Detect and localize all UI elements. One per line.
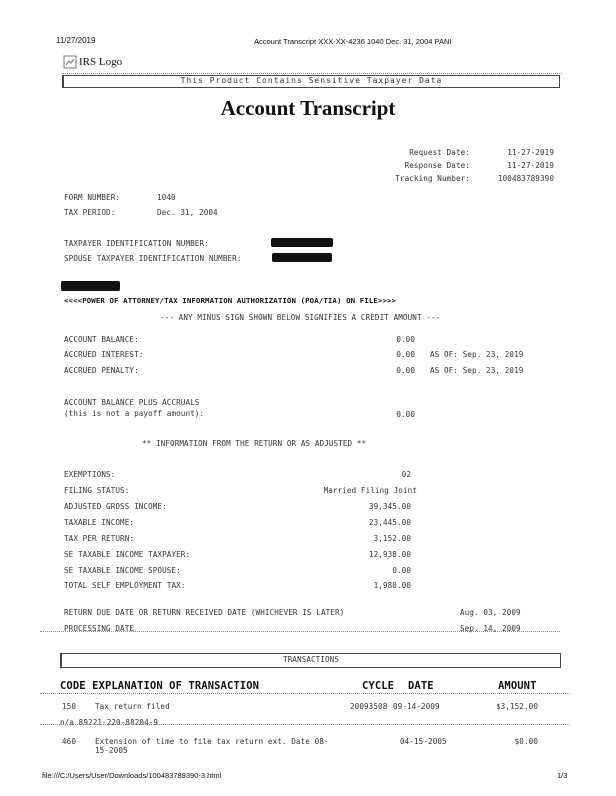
transaction-sub-line: n/a 89221-220-88204-9: [60, 718, 159, 727]
footer-page-number: 1/3: [557, 771, 568, 780]
processing-date-value: Sep. 14, 2009: [460, 624, 521, 633]
poa-line: <<<<POWER OF ATTORNEY/TAX INFORMATION AUTHORIZATION (POA/TIA) ON FILE>>>>: [64, 296, 397, 305]
divider: [40, 724, 570, 725]
account-balance-label: ACCOUNT BALANCE:: [64, 335, 139, 344]
transaction-date: 09-14-2009: [393, 702, 440, 711]
response-date-value: 11-27-2019: [507, 161, 554, 170]
transactions-header: [60, 653, 561, 668]
form-number-label: FORM NUMBER:: [64, 193, 121, 202]
se-income-taxpayer-value: 12,938.00: [368, 550, 411, 559]
irs-logo-alt-text: IRS Logo: [79, 56, 123, 68]
print-date: 11/27/2019: [56, 36, 96, 45]
spouse-tin-label: SPOUSE TAXPAYER IDENTIFICATION NUMBER:: [64, 254, 242, 263]
exemptions-value: 02: [401, 470, 411, 479]
accrued-penalty-label: ACCRUED PENALTY:: [64, 366, 139, 375]
tin-label: TAXPAYER IDENTIFICATION NUMBER:: [64, 239, 209, 248]
payoff-value: 0.00: [396, 410, 415, 419]
request-date-value: 11-27-2019: [507, 148, 554, 157]
tracking-number-value: 100483789390: [497, 174, 554, 183]
accrued-penalty-value: 0.00: [396, 366, 415, 375]
transaction-explanation-line2: 15-2005: [95, 746, 128, 755]
transaction-amount: $3,152.00: [495, 702, 538, 711]
filing-status-label: FILING STATUS:: [64, 486, 130, 495]
taxable-income-value: 23,445.00: [368, 518, 411, 527]
accrued-penalty-as-of: AS OF: Sep. 23, 2019: [430, 366, 524, 375]
divider: [62, 73, 562, 74]
accrued-interest-as-of: AS OF: Sep. 23, 2019: [430, 350, 524, 359]
transaction-code: 460: [62, 737, 77, 746]
column-cycle: CYCLE: [362, 680, 395, 692]
transaction-amount: $0.00: [514, 737, 538, 746]
agi-value: 39,345.00: [368, 502, 411, 511]
agi-label: ADJUSTED GROSS INCOME:: [64, 502, 167, 511]
transaction-explanation: Extension of time to file tax return ext. Date 08-: [95, 737, 329, 746]
se-income-spouse-label: SE TAXABLE INCOME SPOUSE:: [64, 566, 181, 575]
return-due-date-label: RETURN DUE DATE OR RETURN RECEIVED DATE (WHICHEVER IS LATER): [64, 608, 345, 617]
transaction-code: 150: [62, 702, 77, 711]
se-income-taxpayer-label: SE TAXABLE INCOME TAXPAYER:: [64, 550, 191, 559]
transaction-cycle: 20093508: [350, 702, 388, 711]
return-due-date-value: Aug. 03, 2009: [460, 608, 521, 617]
page-title: Account Transcript: [220, 96, 396, 120]
request-date-label: Request Date:: [409, 148, 470, 157]
se-income-spouse-value: 0.00: [392, 566, 411, 575]
response-date-label: Response Date:: [404, 161, 470, 170]
account-balance-value: 0.00: [396, 335, 415, 344]
processing-date-label: PROCESSING DATE: [64, 624, 135, 633]
column-date: DATE: [408, 680, 434, 692]
footer-file-path: file:///C:/Users/User/Downloads/100483789390-3.html: [42, 771, 222, 780]
transactions-title: TRANSACTIONS: [282, 655, 340, 664]
filing-status-value: Married Filing Joint: [323, 486, 417, 495]
transaction-explanation: Tax return filed: [95, 702, 170, 711]
broken-image-icon: [63, 55, 77, 69]
redacted-name: [61, 281, 120, 291]
tax-per-return-value: 3,152.00: [373, 534, 411, 543]
divider: [40, 693, 570, 694]
return-info-header: ** INFORMATION FROM THE RETURN OR AS ADJUSTED **: [142, 439, 367, 448]
redacted-spouse-tin: [272, 253, 332, 262]
tax-per-return-label: TAX PER RETURN:: [64, 534, 135, 543]
column-code-explanation: CODE EXPLANATION OF TRANSACTION: [60, 680, 260, 692]
sensitive-banner: [62, 75, 560, 88]
taxable-income-label: TAXABLE INCOME:: [64, 518, 135, 527]
accrued-interest-value: 0.00: [396, 350, 415, 359]
tax-period-label: TAX PERIOD:: [64, 208, 116, 217]
tax-period-value: Dec. 31, 2004: [157, 208, 218, 217]
accrued-interest-label: ACCRUED INTEREST:: [64, 350, 144, 359]
transaction-date: 04-15-2005: [400, 737, 447, 746]
total-se-tax-value: 1,980.00: [373, 581, 411, 590]
payoff-label-line1: ACCOUNT BALANCE PLUS ACCRUALS: [64, 398, 200, 407]
total-se-tax-label: TOTAL SELF EMPLOYMENT TAX:: [64, 581, 186, 590]
form-number-value: 1040: [157, 193, 176, 202]
redacted-tin: [271, 238, 333, 247]
column-amount: AMOUNT: [498, 680, 537, 692]
minus-sign-note: --- ANY MINUS SIGN SHOWN BELOW SIGNIFIES A CREDIT AMOUNT ---: [160, 313, 441, 322]
sensitive-banner-text: This Product Contains Sensitive Taxpayer Data: [180, 76, 443, 85]
exemptions-label: EXEMPTIONS:: [64, 470, 116, 479]
print-title: Account Transcript XXX-XX-4236 1040 Dec. 31, 2004 PANI: [254, 37, 452, 46]
irs-logo: [63, 55, 122, 69]
payoff-label-line2: (this is not a payoff amount):: [64, 409, 205, 418]
tracking-number-label: Tracking Number:: [395, 174, 470, 183]
